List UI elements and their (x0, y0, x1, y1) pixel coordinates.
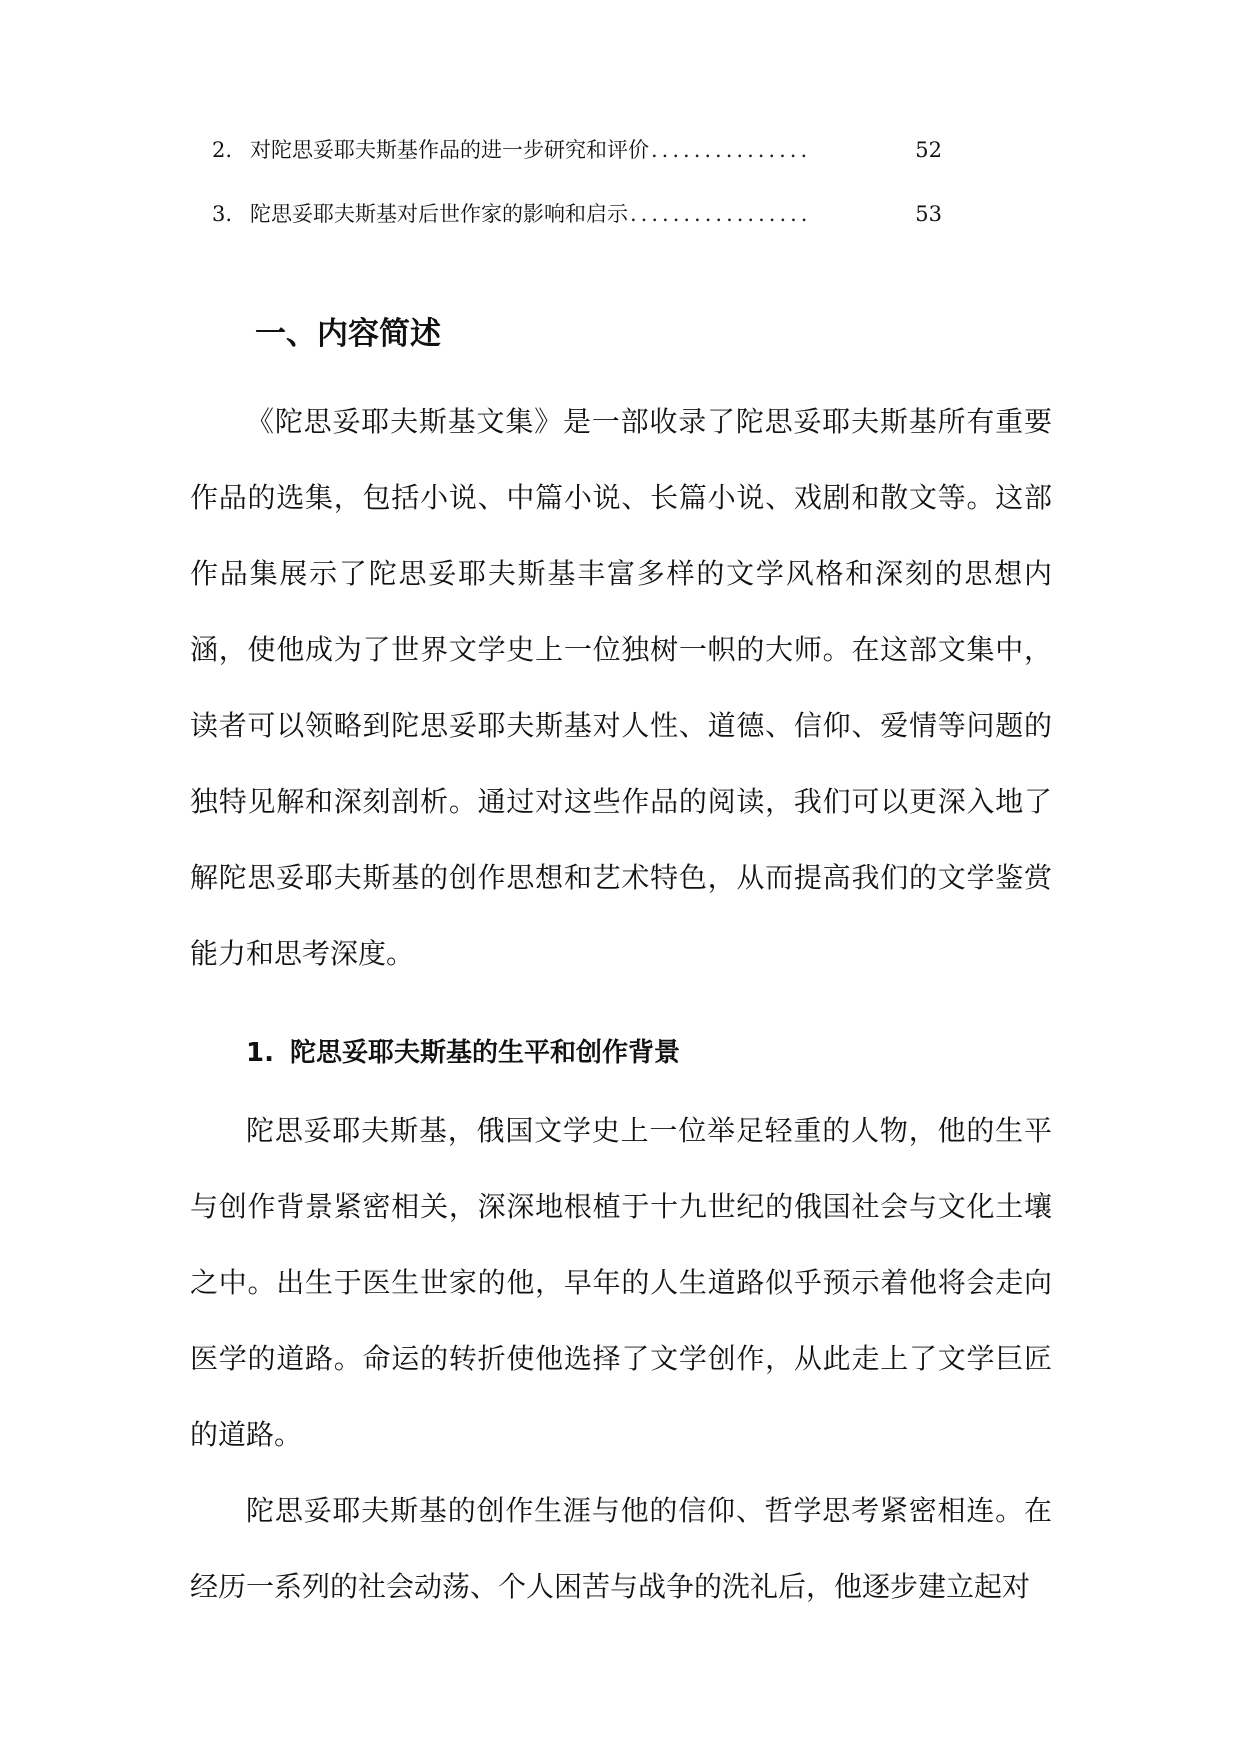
intro-paragraph: 《陀思妥耶夫斯基文集》是一部收录了陀思妥耶夫斯基所有重要作品的选集，包括小说、中篇小说、长篇小说、戏剧和散文等。这部作品集展示了陀思妥耶夫斯基丰富多样的文学风格和深刻的思想内涵，使他成为了世界文学史上一位独树一帜的大师。在这部文集中，读者可以领略到陀思妥耶夫斯基对人性、道德、信仰、爱情等问题的独特见解和深刻剖析。通过对这些作品的阅读，我们可以更深入地了解陀思妥耶夫斯基的创作思想和艺术特色，从而提高我们的文学鉴赏能力和思考深度。 (190, 405, 1052, 970)
section-heading: 一、内容简述 (255, 316, 441, 352)
subsection-heading (246, 1033, 680, 1073)
toc-entry-page: 53 (915, 202, 942, 226)
toc-entry-number: 2. (212, 138, 233, 162)
body-paragraph: 陀思妥耶夫斯基，俄国文学史上一位举足轻重的人物，他的生平与创作背景紧密相关，深深地根植于十九世纪的俄国社会与文化土壤之中。出生于医生世家的他，早年的人生道路似乎预示着他将会走向医学的道路。命运的转折使他选择了文学创作，从此走上了文学巨匠的道路。 (190, 1114, 1052, 1451)
toc-entry[interactable] (212, 199, 942, 229)
subsection-number: 1. (246, 1038, 274, 1068)
subsection-title: 陀思妥耶夫斯基的生平和创作背景 (290, 1038, 681, 1068)
toc-entry-page: 52 (915, 138, 942, 162)
toc-entry-number: 3. (212, 202, 233, 226)
toc-dot-leader: ............... (651, 138, 812, 162)
toc-entry-title: 陀思妥耶夫斯基对后世作家的影响和启示 (250, 202, 628, 226)
toc-dot-leader: ................. (630, 202, 812, 226)
toc-entry[interactable] (212, 135, 942, 165)
toc-entry-title: 对陀思妥耶夫斯基作品的进一步研究和评价 (250, 138, 649, 162)
body-paragraph: 陀思妥耶夫斯基的创作生涯与他的信仰、哲学思考紧密相连。在经历一系列的社会动荡、个人困苦与战争的洗礼后，他逐步建立起对 (190, 1494, 1052, 1603)
